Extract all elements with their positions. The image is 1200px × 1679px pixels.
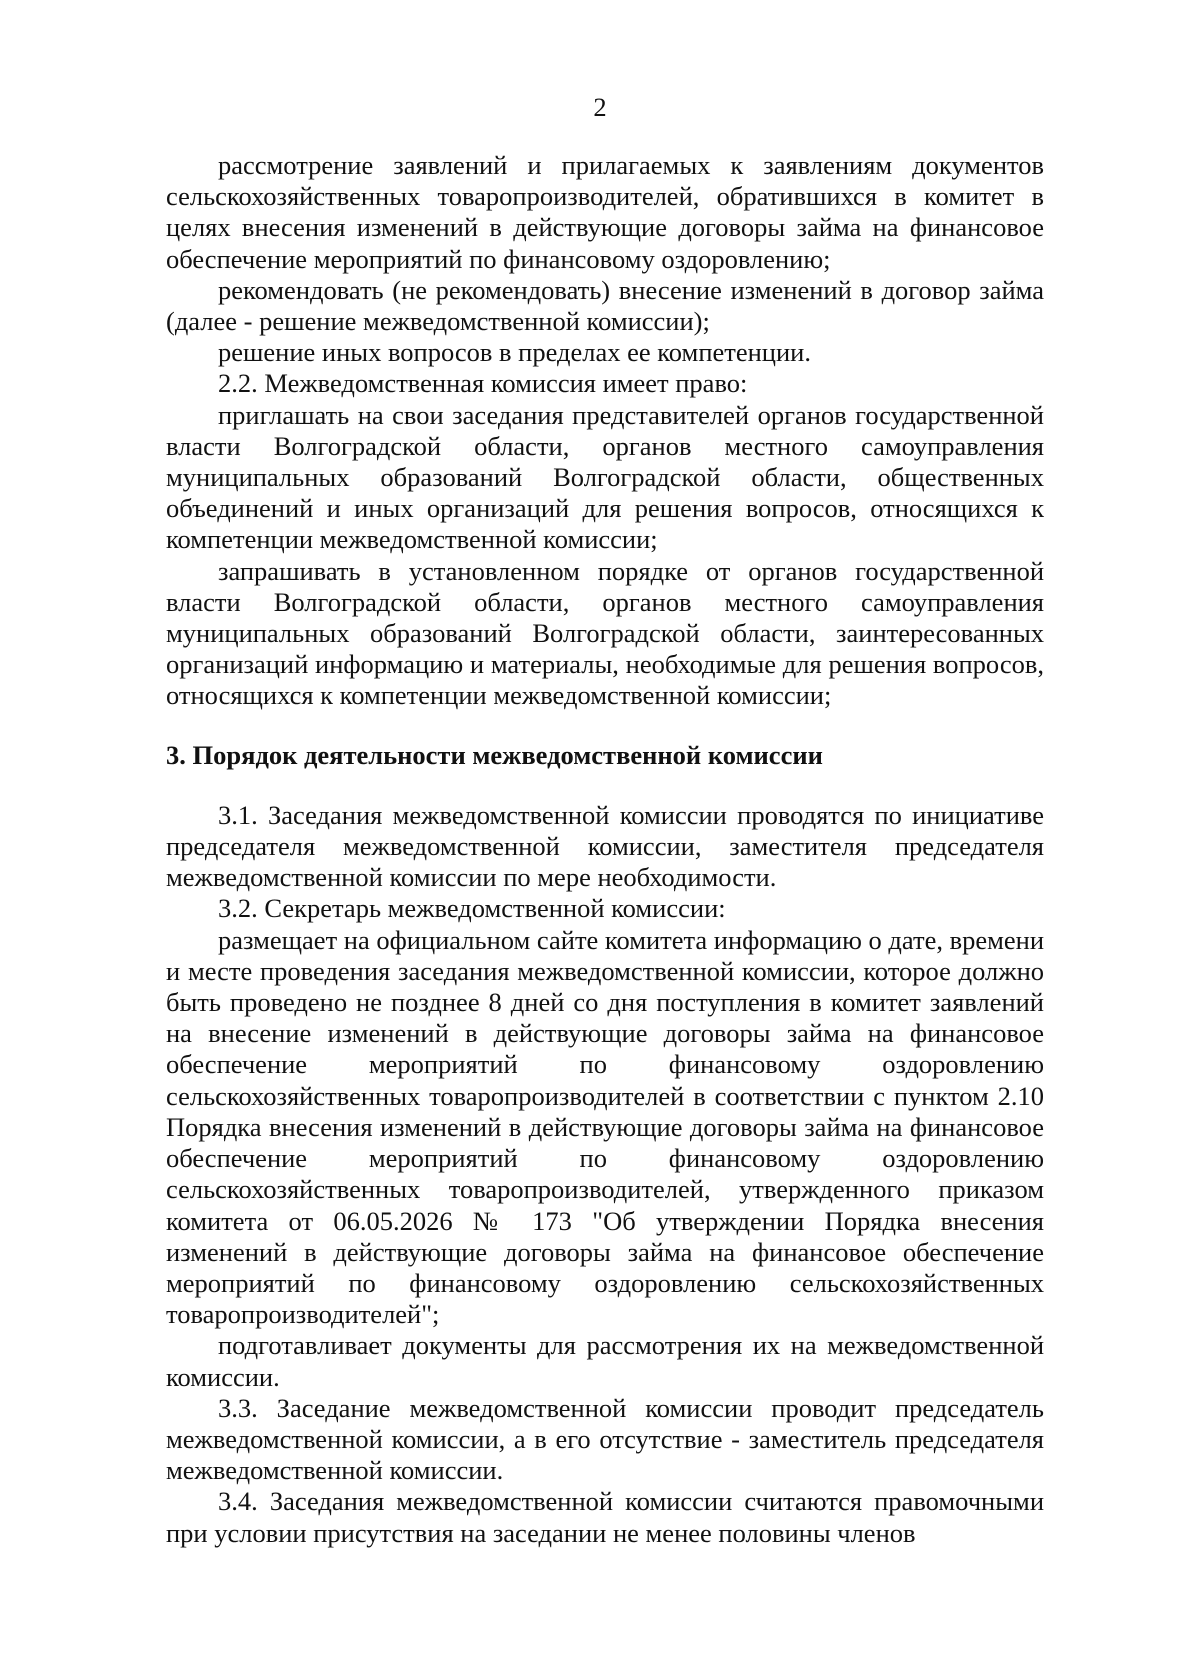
paragraph-clause-3-2: 3.2. Секретарь межведомственной комиссии: [218,893,726,924]
paragraph-request-information: запрашивать в установленном порядке от органов государственной власти Волгоградской области, органов местного самоуправления муниципальных образований Волгоградской области, заинтересованных организаций информацию и материалы, необходимые для решения вопросов, относящихся к компетенции межведомственной комиссии; [166,555,1044,711]
paragraph-publish-meeting-info: размещает на официальном сайте комитета информацию о дате, времени и месте проведения заседания межведомственной комиссии, которое должно быть проведено не позднее 8 дней со дня поступления в комитет заявлений на внесение изменений в действующие договоры займа на финансовое обеспечение мероприятий по финансовому оздоровлению сельскохозяйственных товаропроизводителей в соответствии с пунктом 2.10 Порядка внесения изменений в действующие договоры займа на финансовое обеспечение мероприятий по финансовому оздоровлению сельскохозяйственных товаропроизводителей, утвержденного приказом комитета от 06.05.2026 № 173 "Об утверждении Порядка внесения изменений в действующие договоры займа на финансовое обеспечение мероприятий по финансовому оздоровлению сельскохозяйственных товаропроизводителей"; [166,924,1045,1330]
paragraph-invite-representatives: приглашать на свои заседания представителей органов государственной власти Волгоградской области, органов местного самоуправления муниципальных образований Волгоградской области, общественных объединений и иных организаций для решения вопросов, относящихся к компетенции межведомственной комиссии; [166,399,1044,555]
paragraph-consideration-of-applications: рассмотрение заявлений и прилагаемых к заявлениям документов сельскохозяйственных товаропроизводителей, обратившихся в комитет в целях внесения изменений в действующие договоры займа на финансовое обеспечение мероприятий по финансовому оздоровлению; [166,150,1044,274]
paragraph-prepare-documents: подготавливает документы для рассмотрения их на межведомственной комиссии. [166,1330,1044,1392]
paragraph-other-issues: решение иных вопросов в пределах ее компетенции. [218,337,811,368]
paragraph-clause-2-2: 2.2. Межведомственная комиссия имеет право: [218,368,748,399]
paragraph-clause-3-4: 3.4. Заседания межведомственной комиссии считаются правомочными при условии присутствия на заседании не менее половины членов [166,1486,1044,1548]
paragraph-recommend-changes: рекомендовать (не рекомендовать) внесение изменений в договор займа (далее - решение межведомственной комиссии); [166,274,1044,337]
paragraph-clause-3-3: 3.3. Заседание межведомственной комиссии проводит председатель межведомственной комиссии, а в его отсутствие - заместитель председателя межведомственной комиссии. [166,1392,1044,1486]
section-heading: 3. Порядок деятельности межведомственной комиссии [166,739,823,770]
document-body [166,150,1044,1549]
page-number: 2 [593,92,607,122]
paragraph-clause-3-1: 3.1. Заседания межведомственной комиссии проводятся по инициативе председателя межведомственной комиссии, заместителя председателя межведомственной комиссии по мере необходимости. [166,799,1044,893]
